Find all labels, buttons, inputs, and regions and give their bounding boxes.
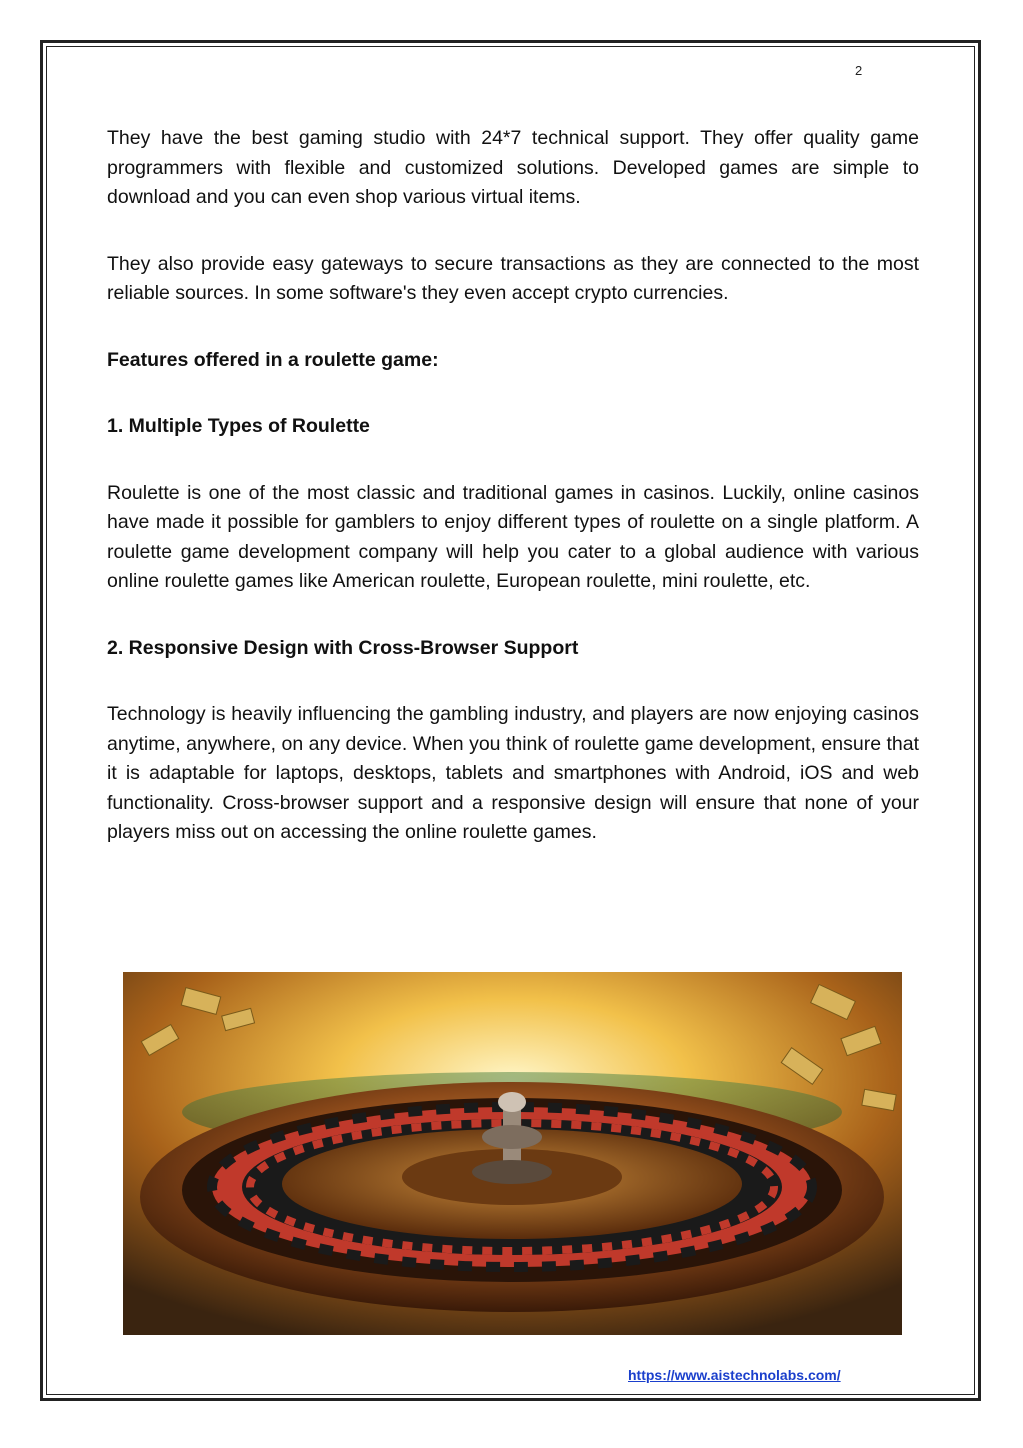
roulette-wheel-image [123, 972, 902, 1335]
heading-features: Features offered in a roulette game: [107, 348, 439, 371]
heading-multiple-types: 1. Multiple Types of Roulette [107, 415, 370, 437]
paragraph-studio: They have the best gaming studio with 24*7 technical support. They offer quality game programmers with flexible and customized solutions. Developed games are simple to download and you can even shop various virtual items. [107, 127, 919, 208]
document-body [107, 124, 919, 885]
paragraph-responsive: Technology is heavily influencing the gambling industry, and players are now enjoying casinos anytime, anywhere, on any device. When you think of roulette game development, ensure that it is adaptable for laptops, desktops, tablets and smartphones with Android, iOS and web functionality. Cross-browser support and a responsive design will ensure that none of your players miss out on accessing the online roulette games. [107, 703, 919, 843]
heading-responsive-design: 2. Responsive Design with Cross-Browser Support [107, 636, 579, 659]
paragraph-gateways: They also provide easy gateways to secure transactions as they are connected to the most reliable sources. In some software's they even accept crypto currencies. [107, 252, 919, 304]
website-link[interactable]: https://www.aistechnolabs.com/ [628, 1367, 841, 1383]
page-number: 2 [855, 63, 863, 78]
paragraph-roulette-types: Roulette is one of the most classic and traditional games in casinos. Luckily, online casinos have made it possible for gamblers to enjoy different types of roulette on a single platform. A roulette game development company will help you cater to a global audience with various online roulette games like American roulette, European roulette, mini roulette, etc. [107, 481, 919, 592]
